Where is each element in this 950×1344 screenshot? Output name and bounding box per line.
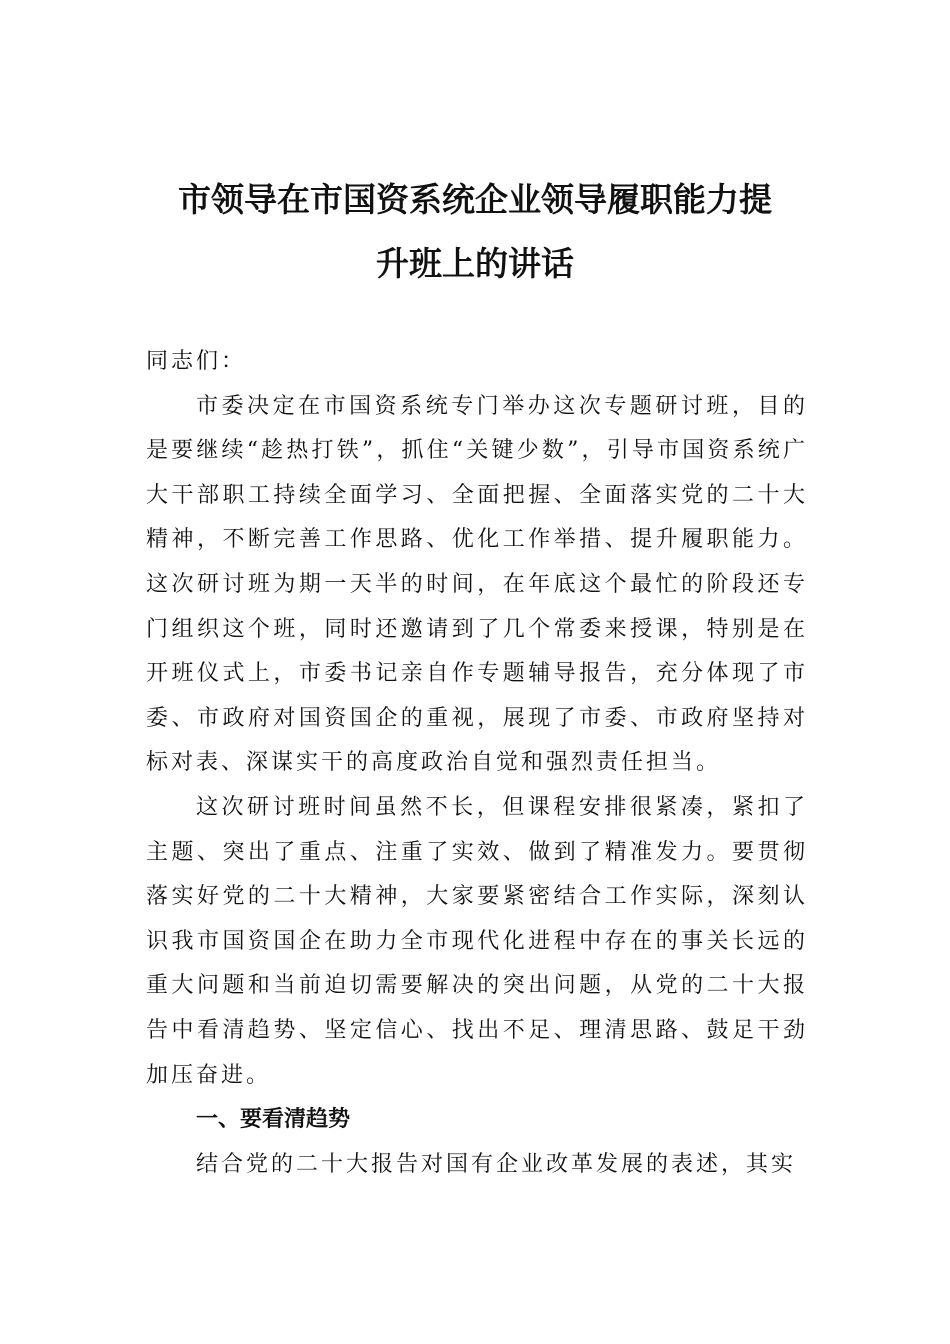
title-line-1: 市领导在市国资系统企业领导履职能力提 (178, 180, 772, 219)
paragraph-1: 市委决定在市国资系统专门举办这次专题研讨班，目的是要继续“趁热打铁”，抓住“关键少数”，引导市国资系统广大干部职工持续全面学习、全面把握、全面落实党的二十大精神，不断完善工作思路、优化工作举措、提升履职能力。这次研讨班为期一天半的时间，在年底这个最忙的阶段还专门组织这个班，同时还邀请到了几个常委来授课，特别是在开班仪式上，市委书记亲自作专题辅导报告，充分体现了市委、市政府对国资国企的重视，展现了市委、市政府坚持对标对表、深谋实干的高度政治自觉和强烈责任担当。 (146, 393, 808, 776)
paragraph-2: 这次研讨班时间虽然不长，但课程安排很紧凑，紧扣了主题、突出了重点、注重了实效、做到了精准发力。要贯彻落实好党的二十大精神，大家要紧密结合工作实际，深刻认识我市国资国企在助力全市现代化进程中存在的事关长远的重大问题和当前迫切需要解决的突出问题，从党的二十大报告中看清趋势、坚定信心、找出不足、理清思路、鼓足干劲加压奋进。 (146, 794, 808, 1088)
paragraph-3: 结合党的二十大报告对国有企业改革发展的表述，其实 (196, 1151, 797, 1177)
salutation: 同志们： (146, 349, 247, 374)
section-heading-1: 一、要看清趋势 (196, 1107, 351, 1133)
title-line-2: 升班上的讲话 (376, 244, 574, 283)
document-body (146, 340, 808, 1187)
document-title (140, 168, 810, 296)
